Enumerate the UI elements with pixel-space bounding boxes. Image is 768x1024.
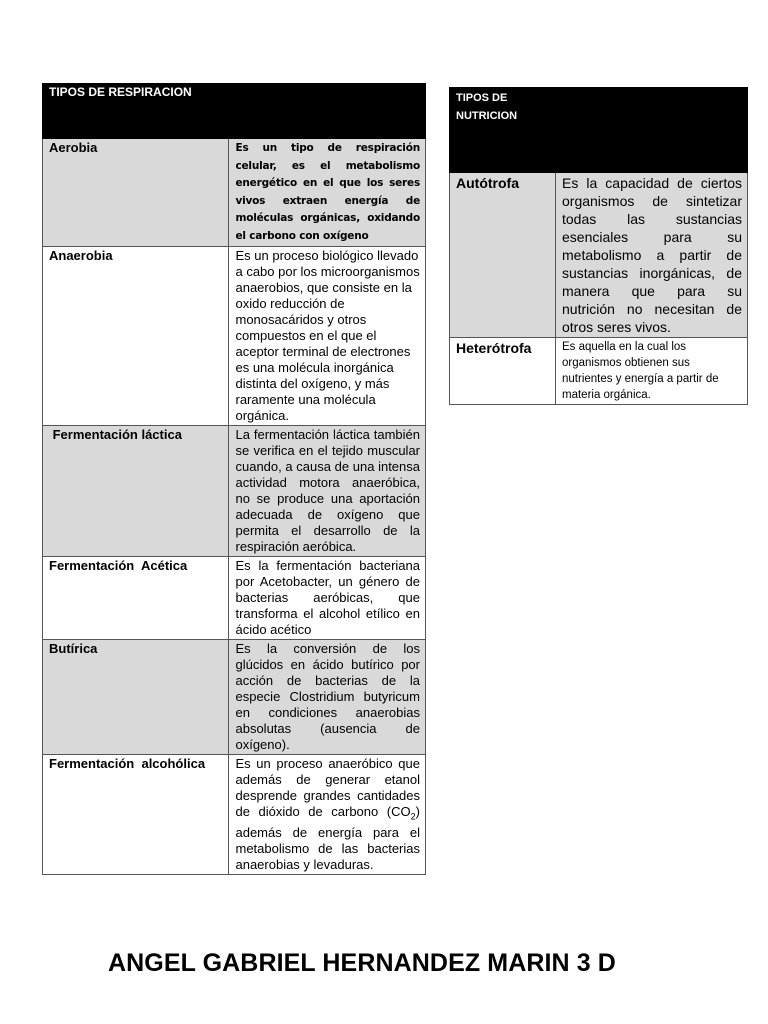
- nutrition-term-heterotrofa: Heterótrofa: [450, 338, 556, 405]
- respiration-definition-aerobia: Es un tipo de respiración celular, es el metabolismo energético en el que los seres vivos extraen energía de moléculas orgánicas, oxidando el carbono con oxígeno: [229, 139, 426, 247]
- subscript-two: 2: [410, 811, 416, 822]
- respiration-definition-lactica: La fermentación láctica también se verifica en el tejido muscular cuando, a causa de una intensa actividad motora anaeróbica, no se produce una aportación adecuada de oxígeno que permita el desarrollo de la respiración aeróbica.: [229, 426, 426, 557]
- respiration-types-table: [42, 83, 426, 875]
- respiration-header: TIPOS DE RESPIRACION: [43, 84, 426, 139]
- author-name: ANGEL GABRIEL HERNANDEZ MARIN 3 D: [108, 949, 616, 977]
- respiration-term-lactica: Fermentación láctica: [43, 426, 229, 557]
- nutrition-term-autotrofa: Autótrofa: [450, 173, 556, 338]
- respiration-definition-anaerobia: Es un proceso biológico llevado a cabo por los microorganismos anaerobios, que consiste en la oxido reducción de monosacáridos y otros compuestos en el que el aceptor terminal de electrones es una molécula inorgánica distinta del oxígeno, y más raramente una molécula orgánica.: [229, 247, 426, 426]
- nutrition-definition-heterotrofa: Es aquella en la cual los organismos obtienen sus nutrientes y energía a partir de materia orgánica.: [556, 338, 748, 405]
- respiration-definition-alcoholica: [229, 755, 426, 875]
- table-row: [450, 173, 748, 338]
- table-row: [43, 247, 426, 426]
- table-row: [450, 338, 748, 405]
- table-row: [43, 557, 426, 640]
- respiration-term-aerobia: Aerobia: [43, 139, 229, 247]
- nutrition-header-line: NUTRICION: [456, 110, 518, 122]
- respiration-definition-butirica: Es la conversión de los glúcidos en ácido butírico por acción de bacterias de la especie Clostridium butyricum en condiciones anaerobias absolutas (ausencia de oxígeno).: [229, 640, 426, 755]
- respiration-term-alcoholica: Fermentación alcohólica: [43, 755, 229, 875]
- respiration-term-acetica: Fermentación Acética: [43, 557, 229, 640]
- nutrition-header-line: TIPOS DE: [456, 92, 508, 104]
- definition-text: ) además de energía para el metabolismo de las bacterias anaerobias y levaduras.: [235, 804, 420, 872]
- nutrition-definition-autotrofa: Es la capacidad de ciertos organismos de sintetizar todas las sustancias esenciales para su metabolismo a partir de sustancias inorgánicas, de manera que para su nutrición no necesitan de otros seres vivos.: [556, 173, 748, 338]
- table-row: [43, 426, 426, 557]
- table-row: [43, 640, 426, 755]
- definition-text: Es un proceso anaeróbico que además de generar etanol desprende grandes cantidades de dióxido de carbono (CO: [235, 756, 420, 819]
- respiration-definition-acetica: Es la fermentación bacteriana por Acetobacter, un género de bacterias aeróbicas, que transforma el alcohol etílico en ácido acético: [229, 557, 426, 640]
- nutrition-types-table: [449, 87, 748, 405]
- table-row: [43, 755, 426, 875]
- nutrition-header: [450, 88, 748, 173]
- table-header-row: [43, 84, 426, 139]
- table-row: [43, 139, 426, 247]
- respiration-term-anaerobia: Anaerobia: [43, 247, 229, 426]
- table-header-row: [450, 88, 748, 173]
- respiration-term-butirica: Butírica: [43, 640, 229, 755]
